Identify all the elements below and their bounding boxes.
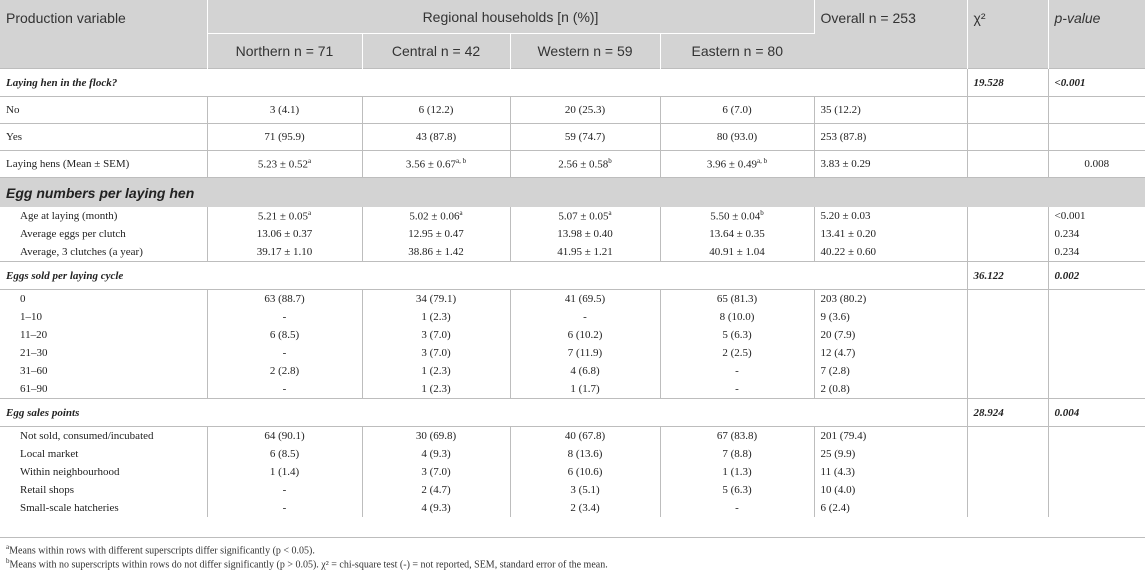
header-western: Western n = 59 [510,34,660,69]
row-label: 11–20 [20,329,48,341]
cell-pvalue [1048,344,1145,362]
header-regional-households: Regional households [n (%)] [207,0,814,34]
cell-chi2 [967,207,1048,225]
table-row [0,207,1145,225]
table-body [0,69,1145,518]
cell-central-superscript: a [459,209,463,218]
cell-chi2 [967,445,1048,463]
header-chi2: χ² [967,0,1048,69]
cell-overall: 40.22 ± 0.60 [814,243,967,262]
cell-central-value: 3.56 ± 0.67 [405,158,456,171]
section-header-row [0,262,1145,290]
cell-central: 3 (7.0) [362,344,510,362]
cell-central: 2 (4.7) [362,481,510,499]
cell-western-superscript: a [608,209,612,218]
row-label: Retail shops [20,484,75,496]
cell-central [362,225,510,243]
cell-eastern: - [660,380,814,399]
row-label: Yes [0,124,207,151]
cell-eastern-value: 13.64 ± 0.35 [709,228,765,240]
cell-central [362,151,510,178]
row-label: Not sold, consumed/incubated [20,430,154,442]
cell-overall: 5.20 ± 0.03 [814,207,967,225]
row-label: Age at laying (month) [20,210,118,222]
cell-eastern-superscript: b [760,209,764,218]
cell-overall: 3.83 ± 0.29 [814,151,967,178]
cell-central-value: 12.95 ± 0.47 [408,228,464,240]
cell-chi2 [967,97,1048,124]
cell-northern [207,243,362,262]
cell-northern: 1 (1.4) [207,463,362,481]
cell-northern [207,225,362,243]
table-row [0,362,1145,380]
cell-eastern [660,225,814,243]
cell-western-superscript: b [608,157,612,166]
header-production-variable: Production variable [0,0,207,69]
cell-central: 4 (9.3) [362,445,510,463]
section-header-row [0,69,1145,97]
cell-northern: 71 (95.9) [207,124,362,151]
cell-overall: 11 (4.3) [814,463,967,481]
row-label: 1–10 [20,311,42,323]
cell-northern-value: 13.06 ± 0.37 [256,228,313,240]
cell-pvalue [1048,427,1145,446]
cell-northern: 64 (90.1) [207,427,362,446]
cell-overall: 13.41 ± 0.20 [814,225,967,243]
cell-eastern: 5 (6.3) [660,481,814,499]
section-header-row [0,399,1145,427]
cell-eastern-value: 5.50 ± 0.04 [710,210,761,223]
row-label: 0 [20,293,26,305]
table-row [0,463,1145,481]
cell-central: 3 (7.0) [362,326,510,344]
cell-pvalue [1048,463,1145,481]
section-pvalue: 0.002 [1048,262,1145,290]
cell-overall: 20 (7.9) [814,326,967,344]
section-chi2: 36.122 [967,262,1048,290]
cell-chi2 [967,225,1048,243]
cell-pvalue [1048,362,1145,380]
cell-central [362,207,510,225]
cell-overall: 203 (80.2) [814,290,967,309]
cell-pvalue [1048,124,1145,151]
cell-northern: 63 (88.7) [207,290,362,309]
cell-central: 30 (69.8) [362,427,510,446]
cell-chi2 [967,427,1048,446]
cell-overall: 35 (12.2) [814,97,967,124]
cell-overall: 12 (4.7) [814,344,967,362]
header-row [0,0,1145,34]
header-overall: Overall n = 253 [814,0,967,69]
row-label: Small-scale hatcheries [20,502,119,514]
row-label: 61–90 [20,383,48,395]
cell-northern: - [207,344,362,362]
section-title: Egg numbers per laying hen [0,178,1145,208]
section-pvalue: <0.001 [1048,69,1145,97]
cell-western: 40 (67.8) [510,427,660,446]
footnote-a: $^a$Means within rows with different superscripts differ significantly (p < 0.05). [6,543,315,557]
cell-northern [207,207,362,225]
cell-chi2 [967,481,1048,499]
cell-pvalue: 0.234 [1048,225,1145,243]
cell-central: 1 (2.3) [362,308,510,326]
cell-central: 43 (87.8) [362,124,510,151]
cell-pvalue [1048,326,1145,344]
cell-western: 8 (13.6) [510,445,660,463]
cell-pvalue: 0.008 [1048,151,1145,178]
cell-western-value: 5.07 ± 0.05 [558,210,609,223]
cell-eastern: 65 (81.3) [660,290,814,309]
cell-pvalue [1048,97,1145,124]
section-title: Laying hen in the flock? [0,69,967,97]
table-row [0,225,1145,243]
cell-central-superscript: a, b [455,157,467,166]
section-pvalue: 0.004 [1048,399,1145,427]
cell-eastern: 8 (10.0) [660,308,814,326]
cell-chi2 [967,499,1048,517]
row-label: Within neighbourhood [20,466,120,478]
cell-western: 4 (6.8) [510,362,660,380]
cell-pvalue [1048,308,1145,326]
cell-chi2 [967,243,1048,262]
cell-eastern: 80 (93.0) [660,124,814,151]
cell-western-value: 13.98 ± 0.40 [557,228,613,240]
cell-central [362,243,510,262]
section-chi2: 28.924 [967,399,1048,427]
table-row [0,445,1145,463]
cell-overall: 7 (2.8) [814,362,967,380]
cell-northern: 6 (8.5) [207,445,362,463]
cell-central: 3 (7.0) [362,463,510,481]
cell-western [510,207,660,225]
row-label: 21–30 [20,347,48,359]
cell-northern-superscript: a [307,157,312,166]
cell-eastern-value: 40.91 ± 1.04 [709,246,765,258]
table-bottom-rule [0,537,1145,538]
section-header-row [0,178,1145,208]
header-central: Central n = 42 [362,34,510,69]
cell-western: 3 (5.1) [510,481,660,499]
cell-eastern: 1 (1.3) [660,463,814,481]
cell-pvalue [1048,380,1145,399]
cell-northern: - [207,481,362,499]
cell-pvalue: 0.234 [1048,243,1145,262]
cell-western-value: 2.56 ± 0.58 [558,158,609,171]
table-row [0,344,1145,362]
cell-eastern: - [660,499,814,517]
header-northern: Northern n = 71 [207,34,362,69]
section-chi2: 19.528 [967,69,1048,97]
table-row-mean [0,151,1145,178]
cell-central: 6 (12.2) [362,97,510,124]
cell-western: 59 (74.7) [510,124,660,151]
cell-chi2 [967,290,1048,309]
cell-chi2 [967,463,1048,481]
cell-northern [207,151,362,178]
cell-overall: 6 (2.4) [814,499,967,517]
cell-eastern [660,243,814,262]
row-label: Laying hens (Mean ± SEM) [0,151,207,178]
cell-northern-value: 5.23 ± 0.52 [257,158,308,171]
cell-northern-value: 5.21 ± 0.05 [257,210,308,223]
table-row [0,124,1145,151]
table-row [0,308,1145,326]
cell-central-value: 38.86 ± 1.42 [408,246,464,258]
cell-western: 20 (25.3) [510,97,660,124]
cell-eastern [660,207,814,225]
row-label: 31–60 [20,365,48,377]
cell-central: 34 (79.1) [362,290,510,309]
cell-northern-value: 39.17 ± 1.10 [256,246,313,258]
row-label: Average eggs per clutch [20,228,126,240]
cell-eastern: 67 (83.8) [660,427,814,446]
table-row [0,97,1145,124]
cell-overall: 10 (4.0) [814,481,967,499]
table-row [0,499,1145,517]
cell-pvalue [1048,290,1145,309]
cell-northern: 3 (4.1) [207,97,362,124]
cell-western [510,243,660,262]
table-row [0,290,1145,309]
section-title: Eggs sold per laying cycle [0,262,967,290]
cell-northern: 2 (2.8) [207,362,362,380]
cell-northern: - [207,308,362,326]
row-label: Local market [20,448,79,460]
cell-chi2 [967,344,1048,362]
table-row [0,481,1145,499]
cell-eastern: 7 (8.8) [660,445,814,463]
cell-overall: 9 (3.6) [814,308,967,326]
cell-eastern-superscript: a, b [756,157,768,166]
header-eastern: Eastern n = 80 [660,34,814,69]
cell-western: 6 (10.6) [510,463,660,481]
table-row [0,380,1145,399]
cell-northern: - [207,499,362,517]
cell-central: 4 (9.3) [362,499,510,517]
cell-western-value: 41.95 ± 1.21 [557,246,613,258]
cell-central-value: 5.02 ± 0.06 [409,210,460,223]
footnote-b: $^b$Means with no superscripts within rows do not differ significantly (p > 0.05). χ² = chi-square test (-) = not reported, SEM, standard error of the mean. [6,557,608,570]
cell-eastern: 5 (6.3) [660,326,814,344]
section-title: Egg sales points [0,399,967,427]
cell-pvalue [1048,481,1145,499]
table-row [0,243,1145,262]
cell-overall: 2 (0.8) [814,380,967,399]
cell-northern: 6 (8.5) [207,326,362,344]
cell-eastern: - [660,362,814,380]
cell-chi2 [967,380,1048,399]
cell-western: 1 (1.7) [510,380,660,399]
cell-pvalue: <0.001 [1048,207,1145,225]
cell-pvalue [1048,445,1145,463]
table-row [0,427,1145,446]
cell-eastern [660,151,814,178]
row-label: Average, 3 clutches (a year) [20,246,143,258]
cell-central: 1 (2.3) [362,362,510,380]
cell-chi2 [967,151,1048,178]
cell-western: 41 (69.5) [510,290,660,309]
header-pvalue: p-value [1048,0,1145,69]
cell-overall: 253 (87.8) [814,124,967,151]
table-row [0,326,1145,344]
cell-overall: 201 (79.4) [814,427,967,446]
cell-western [510,225,660,243]
cell-chi2 [967,326,1048,344]
cell-chi2 [967,308,1048,326]
cell-northern-superscript: a [307,209,312,218]
cell-chi2 [967,362,1048,380]
cell-western [510,151,660,178]
cell-eastern: 2 (2.5) [660,344,814,362]
cell-pvalue [1048,499,1145,517]
cell-chi2 [967,124,1048,151]
cell-western: 7 (11.9) [510,344,660,362]
cell-western: 6 (10.2) [510,326,660,344]
cell-eastern-value: 3.96 ± 0.49 [706,158,757,171]
cell-eastern: 6 (7.0) [660,97,814,124]
cell-central: 1 (2.3) [362,380,510,399]
cell-western: - [510,308,660,326]
row-label: No [0,97,207,124]
cell-northern: - [207,380,362,399]
cell-western: 2 (3.4) [510,499,660,517]
cell-overall: 25 (9.9) [814,445,967,463]
